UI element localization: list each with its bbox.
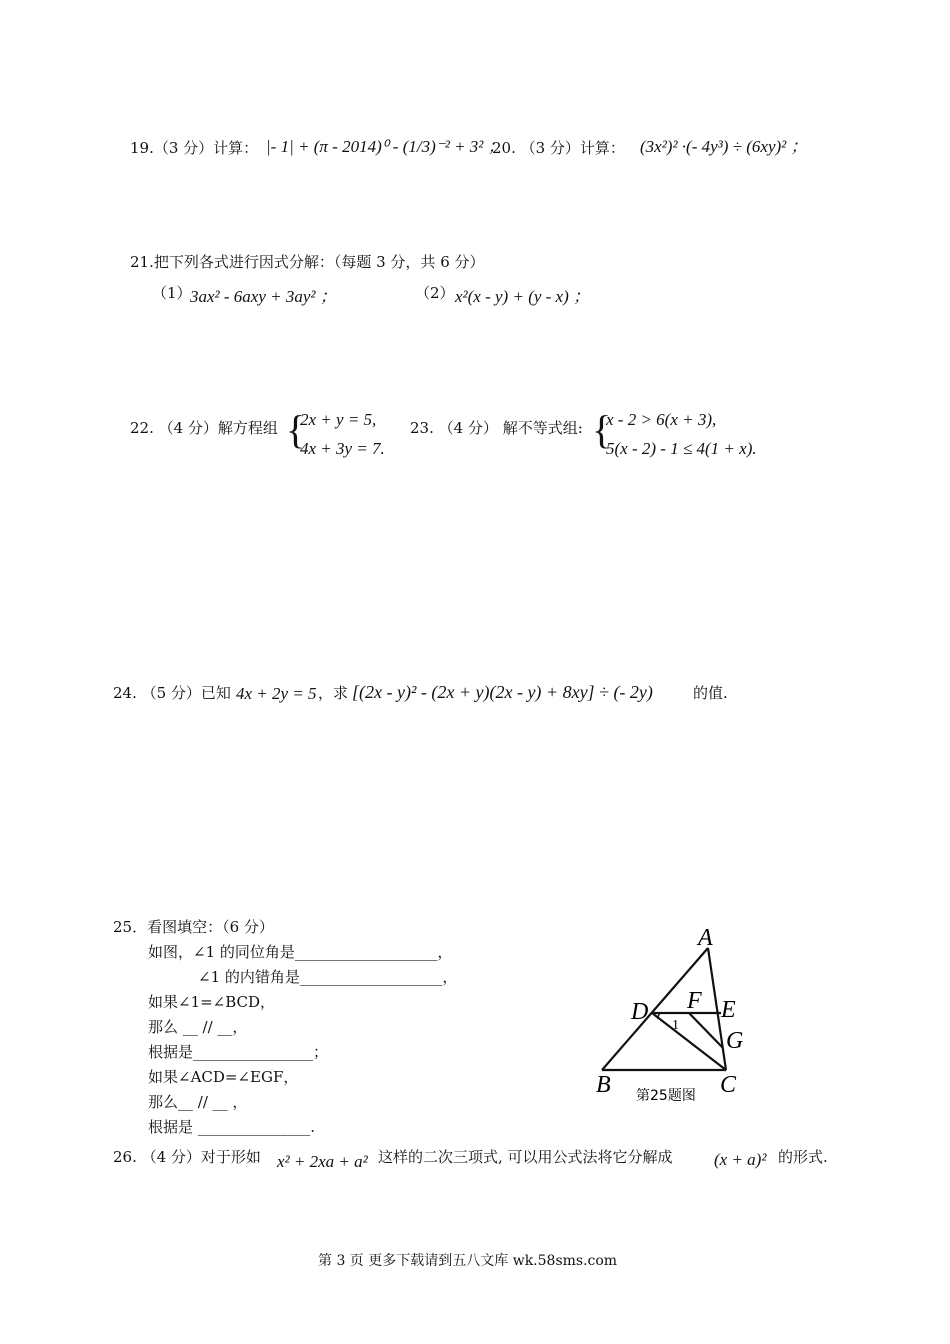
point-label-e: E — [721, 997, 736, 1023]
q25-line-4: 那么 __ // __， — [148, 1018, 248, 1036]
q23-brace: { — [592, 407, 612, 452]
q23-inequality-2: 5(x - 2) - 1 ≤ 4(1 + x). — [606, 439, 757, 458]
q24-label: 24. （5 分）已知 — [113, 684, 231, 702]
page-footer: 第 3 页 更多下载请到五八文库 wk.58sms.com — [318, 1253, 618, 1269]
q25-heading: 25．看图填空：（6 分） — [113, 918, 274, 936]
point-label-a: A — [698, 925, 713, 951]
q24-connector: ，求 — [318, 684, 349, 702]
q25-line-5: 根据是________________； — [148, 1043, 329, 1061]
point-label-d: D — [631, 999, 649, 1025]
segment-dc — [652, 1013, 726, 1070]
q26-expression-2: (x + a)² — [714, 1150, 767, 1169]
q22-brace: { — [286, 407, 306, 452]
figure-caption: 第25题图 — [636, 1088, 696, 1104]
q21-part1-expression: 3ax² - 6axy + 3ay² ； — [190, 287, 337, 306]
angle-1-label: 1 — [672, 1018, 679, 1033]
q25-line-2: ∠1 的内错角是___________________， — [198, 968, 458, 986]
q26-expression-1: x² + 2xa + a² — [277, 1152, 368, 1171]
q25-line-3: 如果∠1=∠BCD， — [148, 993, 276, 1011]
q25-line-6: 如果∠ACD=∠EGF， — [148, 1068, 299, 1086]
q24-expression: [(2x - y)² - (2x + y)(2x - y) + 8xy] ÷ (- 2y) — [352, 682, 653, 702]
q20-expression: (3x²)² ·(- 4y³) ÷ (6xy)² ； — [640, 137, 808, 156]
q24-given: 4x + 2y = 5 — [236, 684, 317, 703]
q21-part1-label: （1） — [152, 284, 192, 302]
q25-line-7: 那么__ // __ ， — [148, 1093, 248, 1111]
q19-expression: |- 1| + (π - 2014)⁰ - (1/3)⁻² + 3² ； — [266, 137, 505, 156]
q22-equation-2: 4x + 3y = 7. — [300, 439, 385, 458]
q25-line-1: 如图，∠1 的同位角是___________________， — [148, 943, 453, 961]
q25-line-8: 根据是 _______________. — [148, 1118, 316, 1136]
q22-label: 22. （4 分）解方程组 — [130, 419, 278, 437]
point-label-g: G — [726, 1028, 744, 1054]
point-label-f: F — [687, 988, 702, 1014]
q25-geometry-figure — [590, 920, 760, 1110]
point-label-c: C — [720, 1072, 737, 1098]
q26-end: 的形式. — [778, 1148, 828, 1166]
q26-label: 26. （4 分）对于形如 — [113, 1148, 261, 1166]
point-label-b: B — [596, 1072, 611, 1098]
q21-heading: 21.把下列各式进行因式分解：（每题 3 分，共 6 分） — [130, 253, 485, 271]
q20-label: 20. （3 分）计算： — [492, 139, 625, 157]
q23-label: 23. （4 分） 解不等式组: — [410, 419, 583, 437]
q21-part2-label: （2） — [415, 284, 455, 302]
q19-label: 19.（3 分）计算： — [130, 139, 259, 157]
q23-inequality-1: x - 2 > 6(x + 3), — [606, 410, 717, 429]
q24-end: 的值. — [693, 684, 728, 702]
q22-equation-1: 2x + y = 5, — [300, 410, 377, 429]
q21-part2-expression: x²(x - y) + (y - x) ； — [455, 287, 591, 306]
q26-connector: 这样的二次三项式, 可以用公式法将它分解成 — [378, 1148, 673, 1166]
